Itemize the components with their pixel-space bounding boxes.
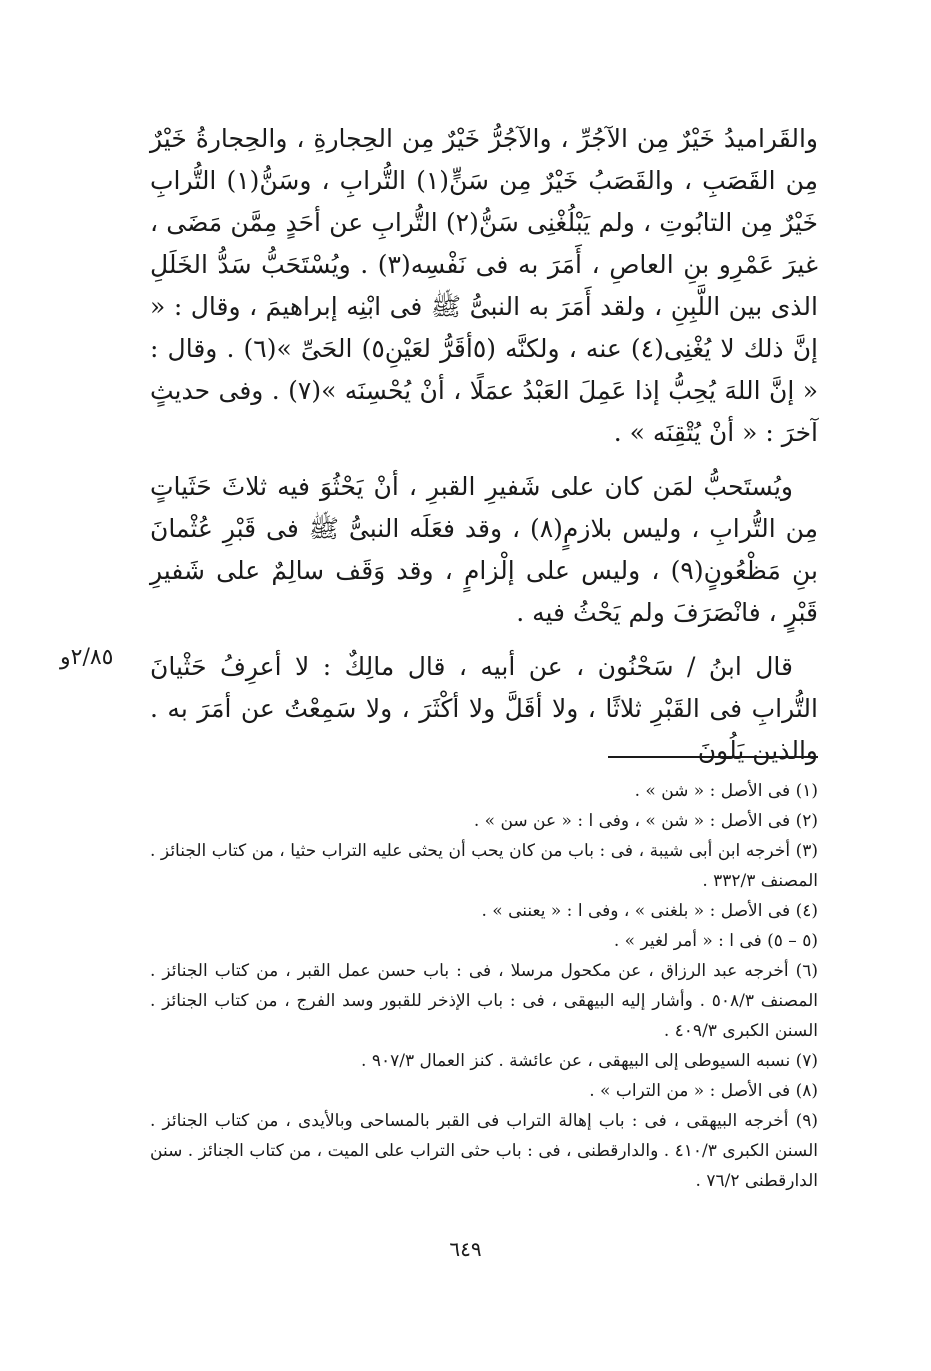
main-text xyxy=(150,118,818,772)
footnote-8: (٨) فى الأصل : « من التراب » . xyxy=(589,1081,818,1101)
footnote-5: (٥ – ٥) فى ا : « أمر لغير » . xyxy=(613,931,818,951)
footnotes xyxy=(150,776,818,1196)
footnote-3: (٣) أخرجه ابن أبى شيبة ، فى : باب من كان يحب أن يحثى عليه التراب حثيا ، من كتاب الجنائز . المصنف ٣٣٢/٣ . xyxy=(150,841,818,891)
footnote-1: (١) فى الأصل : « شن » . xyxy=(634,781,818,801)
footnote-separator xyxy=(608,756,818,758)
footnote-2: (٢) فى الأصل : « شن » ، وفى ا : « عن سن » . xyxy=(473,811,818,831)
paragraph-1: والقَراميدُ خَيْرٌ مِن الآجُرِّ ، والآجُرُّ خَيْرٌ مِن الحِجارةِ ، والحِجارةُ خَيْرٌ مِن القَصَبِ ، والقَصَبُ خَيْرٌ مِن سَنٍّ(١) التُّرابِ ، وسَنُّ(١) التُّرابِ خَيْرٌ مِن التابُوتِ ، ولم يَبْلُغْنِى سَنُّ(٢) التُّرابِ عن أحَدٍ مِمَّن مَضَى ، غيرَ عَمْرِو بنِ العاصِ ، أَمَرَ به فى نَفْسِه(٣) . ويُسْتَحَبُّ سَدُّ الخَلَلِ الذى بين اللَّبِنِ ، ولقد أَمَرَ به النبىُّ ﷺ فى ابْنِه إبراهيمَ ، وقال : « إنَّ ذلك لا يُغْنِى(٤) عنه ، ولكنَّه (٥أقَرُّ لعَيْنِ٥) الحَىِّ »(٦) . وقال : « إنَّ اللهَ يُحِبُّ إذا عَمِلَ العَبْدُ عمَلًا ، أنْ يُحْسِنَه »(٧) . وفى حديثٍ آخرَ : « أنْ يُتْقِنَه » . xyxy=(150,124,819,447)
footnote-9: (٩) أخرجه البيهقى ، فى : باب إهالة التراب فى القبر بالمساحى وبالأيدى ، من كتاب الجنائز . السنن الكبرى ٤١٠/٣ . والدارقطنى ، فى : باب حثى التراب على الميت ، من كتاب الجنائز . سنن الدارقطنى ٧٦/٢ . xyxy=(150,1111,818,1191)
margin-folio-reference: ٢/٨٥و xyxy=(60,645,114,670)
paragraph-2: ويُستَحبُّ لمَن كان على شَفيرِ القبرِ ، أنْ يَحْثُوَ فيه ثلاثَ حَثَياتٍ مِن التُّرابِ ، وليس بلازمٍ(٨) ، وقد فعَلَه النبىُّ ﷺ فى قَبْرِ عُثْمانَ بنِ مَظْعُونٍ(٩) ، وليس على إلْزامٍ ، وقد وَقَف سالِمٌ على شَفيرِ قَبْرٍ ، فانْصَرَفَ ولم يَحْثُ فيه . xyxy=(150,472,818,627)
paragraph-3: قال ابنُ / سَحْنُون ، عن أبيه ، قال مالِكٌ : لا أعرِفُ حَثْيانَ التُّرابِ فى القَبْرِ ثلاثًا ، ولا أقَلَّ ولا أكْثَرَ ، ولا سَمِعْتُ عن أمَرَ به . والذين يَلُونَ xyxy=(150,652,818,765)
footnote-6: (٦) أخرجه عبد الرزاق ، عن مكحول مرسلا ، فى : باب حسن عمل القبر ، من كتاب الجنائز . المصنف ٥٠٨/٣ . وأشار إليه البيهقى ، فى : باب الإذخر للقبور وسد الفرج ، من كتاب الجنائز . السنن الكبرى ٤٠٩/٣ . xyxy=(150,961,818,1041)
page-number: ٦٤٩ xyxy=(449,1237,482,1261)
footnote-4: (٤) فى الأصل : « بلغنى » ، وفى ا : « يعننى » . xyxy=(481,901,818,921)
footnote-7: (٧) نسبه السيوطى إلى البيهقى ، عن عائشة . كنز العمال ٩٠٧/٣ . xyxy=(361,1051,818,1071)
